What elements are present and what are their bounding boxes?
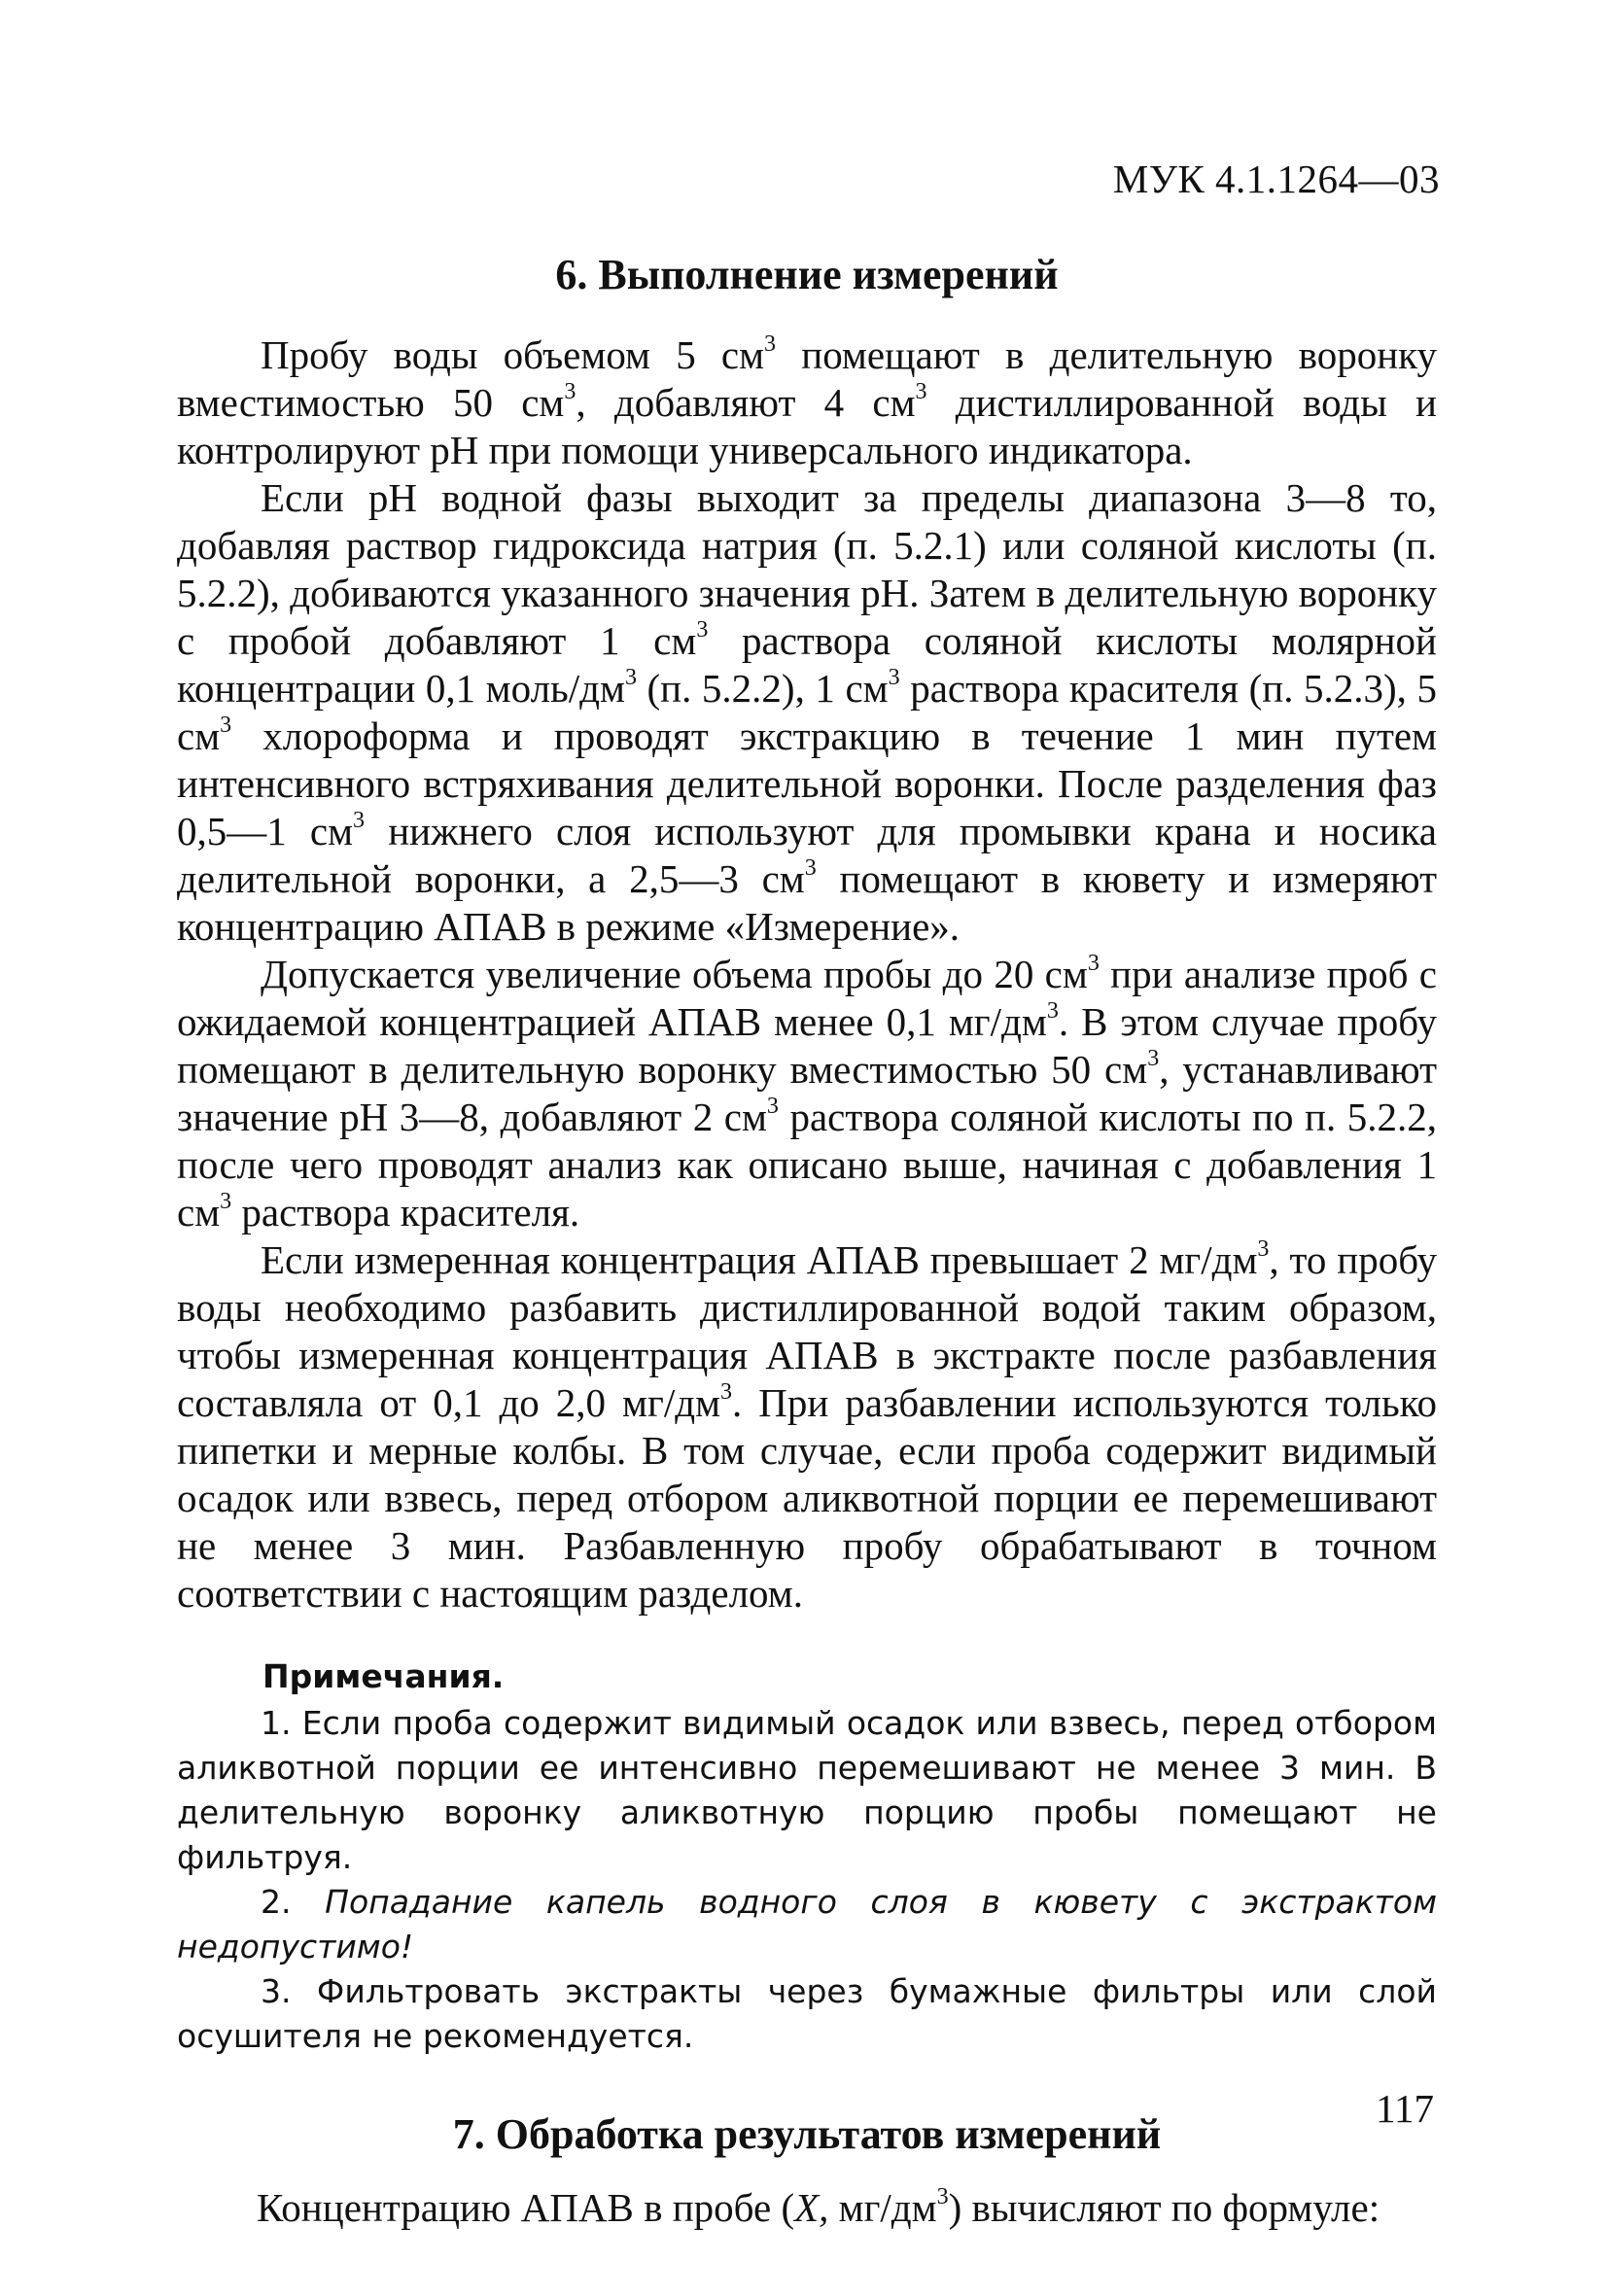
note-1: 1. Если проба содержит видимый осадок или взвесь, перед отбором аликвотной порции ее интенсивно перемешивают не менее 3 мин. В делительную воронку аликвотную порцию пробы помещают не фильтруя. bbox=[177, 1704, 1437, 1876]
document-code-header: МУК 4.1.1264—03 bbox=[1112, 157, 1440, 201]
section-6-title: 6. Выполнение измерений bbox=[555, 251, 1059, 298]
note-2: 2. Попадание капель водного слоя в кювету с экстрактом недопустимо! bbox=[177, 1883, 1437, 1966]
section-7-title: 7. Обработка результатов измерений bbox=[452, 2110, 1162, 2158]
page-content bbox=[177, 246, 1437, 2232]
paragraph-1: Пробу воды объемом 5 $см^3$ помещают в делительную воронку вместимостью 50 $см^3$, добавляют 4 $см^3$ дистиллированной воды и контролируют pH при помощи универсального индикатора. bbox=[177, 331, 1437, 472]
paragraph-3: Допускается увеличение объема пробы до 20 $см^3$ при анализе проб с ожидаемой концентрацией АПАВ менее 0,1 $мг/дм^3$. В этом случае пробу помещают в делительную воронку вместимостью 50 $см^3$, устанавливают значение pH 3—8, добавляют 2 $см^3$ раствора соляной кислоты по п. 5.2.2, после чего проводят анализ как описано выше, начиная с добавления 1 $см^3$ раствора красителя. bbox=[177, 951, 1438, 1235]
page-number: 117 bbox=[1376, 2086, 1434, 2131]
note-3: 3. Фильтровать экстракты через бумажные фильтры или слой осушителя не рекомендуется. bbox=[177, 1972, 1437, 2055]
formula-intro: Концентрацию АПАВ в пробе (X, $мг/дм^3$) вычисляют по формуле: bbox=[257, 2184, 1380, 2230]
notes-title: Примечания. bbox=[262, 1657, 505, 1695]
paragraph-2: Если pH водной фазы выходит за пределы диапазона 3—8 то, добавляя раствор гидроксида натрия (п. 5.2.1) или соляной кислоты (п. 5.2.2), добиваются указанного значения pH. Затем в делительную воронку с пробой добавляют 1 $см^3$ раствора соляной кислоты молярной концентрации 0,1 моль/$дм^3$ (п. 5.2.2), 1 $см^3$ раствора красителя (п. 5.2.3), 5 $см^3$ хлороформа и проводят экстракцию в течение 1 мин путем интенсивного встряхивания делительной воронки. После разделения фаз 0,5—1 $см^3$ нижнего слоя используют для промывки крана и носика делительной воронки, а 2,5—3 $см^3$ помещают в кювету и измеряют концентрацию АПАВ в режиме «Измерение». bbox=[177, 475, 1437, 949]
notes-block bbox=[177, 1654, 1437, 2059]
paragraph-4: Если измеренная концентрация АПАВ превышает 2 $мг/дм^3$, то пробу воды необходимо разбавить дистиллированной водой таким образом, чтобы измеренная концентрация АПАВ в экстракте после разбавления составляла от 0,1 до 2,0 $мг/дм^3$. При разбавлении используются только пипетки и мерные колбы. В том случае, если проба содержит видимый осадок или взвесь, перед отбором аликвотной порции ее перемешивают не менее 3 мин. Разбавленную пробу обрабатывают в точном соответствии с настоящим разделом. bbox=[177, 1236, 1437, 1616]
